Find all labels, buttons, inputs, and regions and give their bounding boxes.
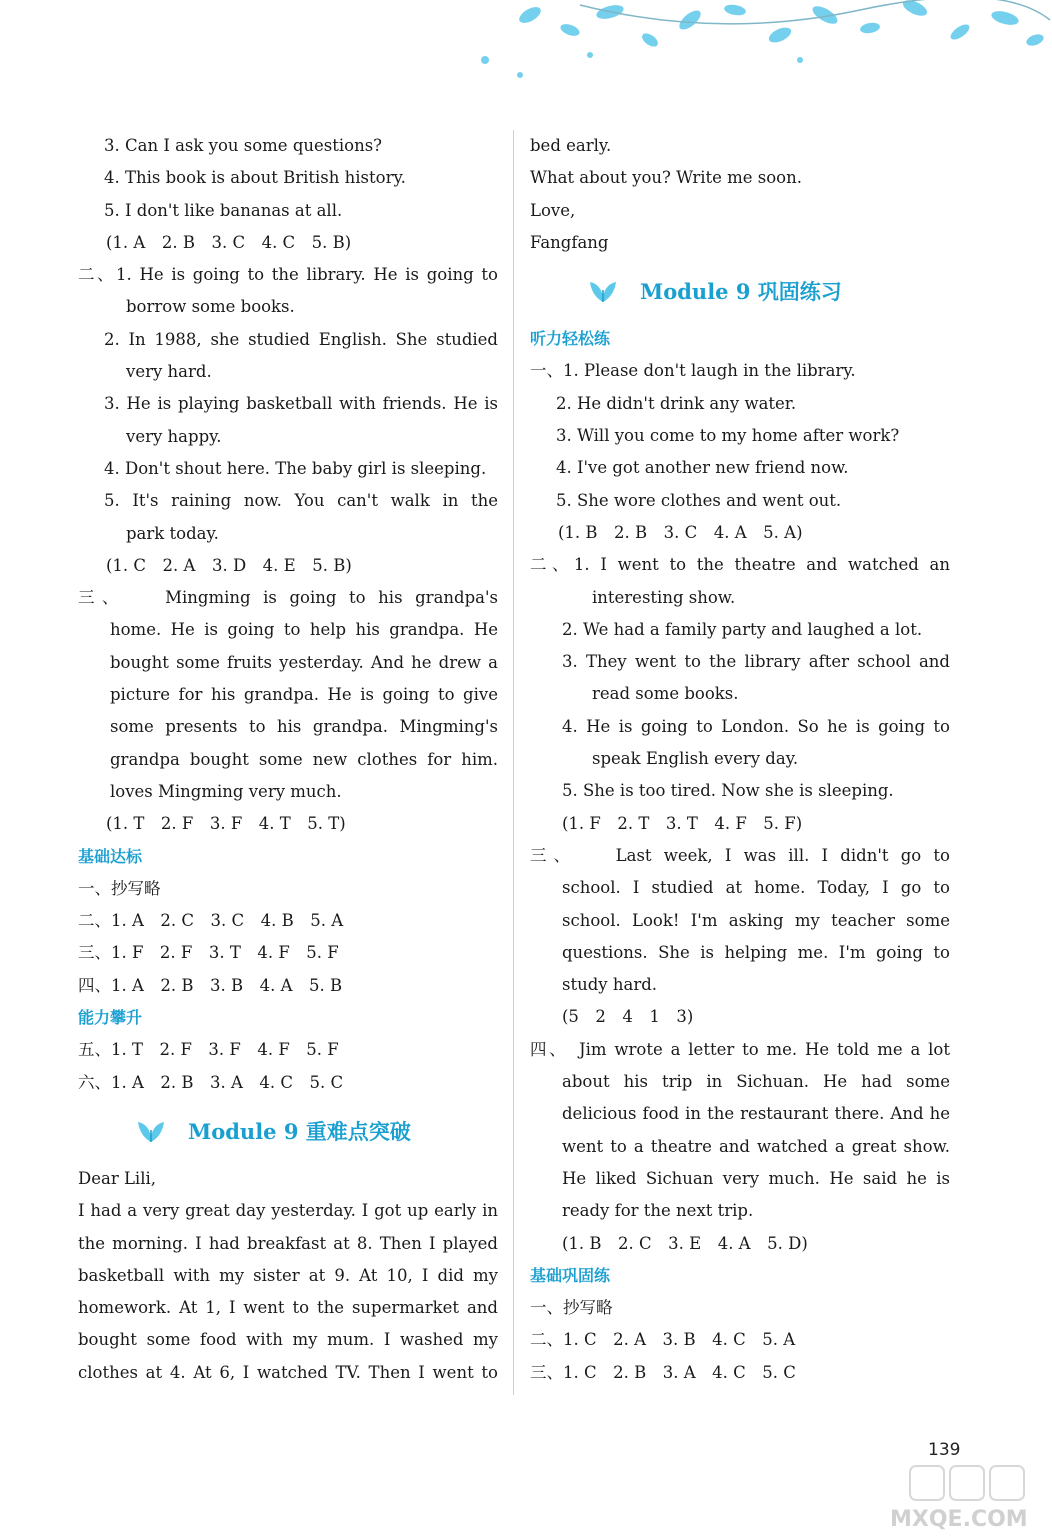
text-line: Love,: [530, 200, 576, 220]
text-line: about his trip in Sichuan. He had some: [562, 1072, 950, 1092]
right-column: [530, 130, 950, 1389]
text-line: 4. I've got another new friend now.: [556, 458, 849, 478]
text-line: very hard.: [126, 362, 212, 382]
text-line: school. Look! I'm asking my teacher some: [562, 910, 950, 930]
text-line: bought some food with my mum. I washed my: [78, 1330, 498, 1350]
text-line: 3. He is playing basketball with friends. He is: [104, 394, 498, 414]
text-line: 5. She is too tired. Now she is sleeping.: [562, 781, 894, 801]
section-title: Module 9 巩固练习: [640, 279, 842, 305]
text-line: home. He is going to help his grandpa. He: [110, 620, 498, 640]
text-line: 2. We had a family party and laughed a lot.: [562, 619, 923, 639]
text-line: 二、1. A 2. C 3. C 4. B 5. A: [78, 911, 344, 931]
text-line: 4. Don't shout here. The baby girl is sleeping.: [104, 458, 487, 478]
text-line: park today.: [126, 523, 219, 543]
section-heading: [78, 1099, 498, 1163]
text-line: study hard.: [562, 975, 658, 995]
text-line: 4. This book is about British history.: [104, 168, 406, 188]
text-line: 二、1. I went to the theatre and watched an: [530, 555, 950, 575]
text-line: (1. C 2. A 3. D 4. E 5. B): [106, 555, 352, 575]
leaf-branch-decoration: [460, 0, 1052, 95]
text-line: 2. In 1988, she studied English. She studied: [104, 329, 498, 349]
text-line: (1. B 2. C 3. E 4. A 5. D): [562, 1233, 808, 1253]
text-line: 二、1. C 2. A 3. B 4. C 5. A: [530, 1330, 796, 1350]
text-line: bed early.: [530, 136, 612, 155]
text-line: 三、1. C 2. B 3. A 4. C 5. C: [530, 1362, 796, 1382]
text-line: 3. They went to the library after school and: [562, 652, 950, 672]
text-line: loves Mingming very much.: [110, 781, 342, 801]
text-line: grandpa bought some new clothes for him.: [110, 749, 498, 769]
text-line: What about you? Write me soon.: [530, 168, 802, 188]
section-title: Module 9 重难点突破: [188, 1118, 411, 1144]
text-line: picture for his grandpa. He is going to give: [110, 685, 498, 705]
text-line: 三、 Last week, I was ill. I didn't go to: [530, 845, 950, 865]
text-line: (1. B 2. B 3. C 4. A 5. A): [558, 522, 803, 542]
text-line: the morning. I had breakfast at 8. Then I played: [78, 1233, 498, 1253]
text-line: Dear Lili,: [78, 1168, 156, 1188]
column-divider: [513, 130, 514, 1395]
leaf-icon: [136, 1118, 166, 1144]
text-line: speak English every day.: [592, 749, 799, 769]
text-line: (5 2 4 1 3): [562, 1007, 694, 1027]
text-line: (1. F 2. T 3. T 4. F 5. F): [562, 813, 803, 833]
page-number: 139: [928, 1440, 961, 1460]
text-line: borrow some books.: [126, 297, 295, 317]
text-line: 一、抄写略: [78, 878, 161, 898]
text-line: 三、 Mingming is going to his grandpa's: [78, 588, 498, 608]
text-line: 3. Will you come to my home after work?: [556, 426, 900, 446]
text-line: 六、1. A 2. B 3. A 4. C 5. C: [78, 1072, 344, 1092]
text-line: 四、 Jim wrote a letter to me. He told me a lot: [530, 1039, 950, 1059]
text-line: 一、1. Please don't laugh in the library.: [530, 361, 856, 381]
text-line: (1. T 2. F 3. F 4. T 5. T): [106, 814, 346, 834]
text-line: 4. He is going to London. So he is going to: [562, 716, 950, 736]
section-label: 听力轻松练: [530, 329, 611, 349]
text-line: 5. She wore clothes and went out.: [556, 490, 842, 510]
text-line: some presents to his grandpa. Mingming's: [110, 717, 498, 737]
text-line: I had a very great day yesterday. I got up early in: [78, 1201, 498, 1221]
text-line: Fangfang: [530, 232, 609, 252]
watermark-logo: [870, 1460, 1052, 1536]
text-line: clothes at 4. At 6, I watched TV. Then I went to: [78, 1362, 498, 1382]
svg-text:MXQE.COM: MXQE.COM: [890, 1507, 1028, 1532]
text-line: ready for the next trip.: [562, 1201, 754, 1221]
text-line: 一、抄写略: [530, 1298, 613, 1318]
text-line: school. I studied at home. Today, I go to: [562, 878, 950, 898]
text-line: very happy.: [126, 426, 222, 446]
text-line: basketball with my sister at 9. At 10, I did my: [78, 1265, 498, 1285]
section-label: 基础达标: [78, 846, 143, 866]
text-line: 五、1. T 2. F 3. F 4. F 5. F: [78, 1040, 339, 1060]
text-line: bought some fruits yesterday. And he drew a: [110, 652, 498, 672]
left-column: [78, 130, 498, 1389]
text-line: 5. I don't like bananas at all.: [104, 200, 343, 220]
text-line: delicious food in the restaurant there. And he: [562, 1104, 950, 1124]
text-line: read some books.: [592, 684, 739, 704]
text-line: homework. At 1, I went to the supermarket and: [78, 1298, 498, 1318]
text-line: questions. She is helping me. I'm going to: [562, 942, 950, 962]
text-line: 三、1. F 2. F 3. T 4. F 5. F: [78, 943, 339, 963]
text-line: 二、1. He is going to the library. He is going to: [78, 265, 498, 285]
text-line: 3. Can I ask you some questions?: [104, 136, 383, 155]
text-line: went to a theatre and watched a great show.: [562, 1136, 950, 1156]
text-line: (1. A 2. B 3. C 4. C 5. B): [106, 232, 352, 252]
text-line: 5. It's raining now. You can't walk in the: [104, 491, 498, 511]
text-line: 2. He didn't drink any water.: [556, 393, 797, 413]
section-label: 能力攀升: [78, 1008, 143, 1028]
leaf-icon: [588, 278, 618, 304]
text-line: He liked Sichuan very much. He said he is: [562, 1168, 950, 1188]
text-line: 四、1. A 2. B 3. B 4. A 5. B: [78, 975, 343, 995]
section-heading: [530, 259, 950, 323]
text-line: interesting show.: [592, 587, 736, 607]
section-label: 基础巩固练: [530, 1265, 611, 1285]
